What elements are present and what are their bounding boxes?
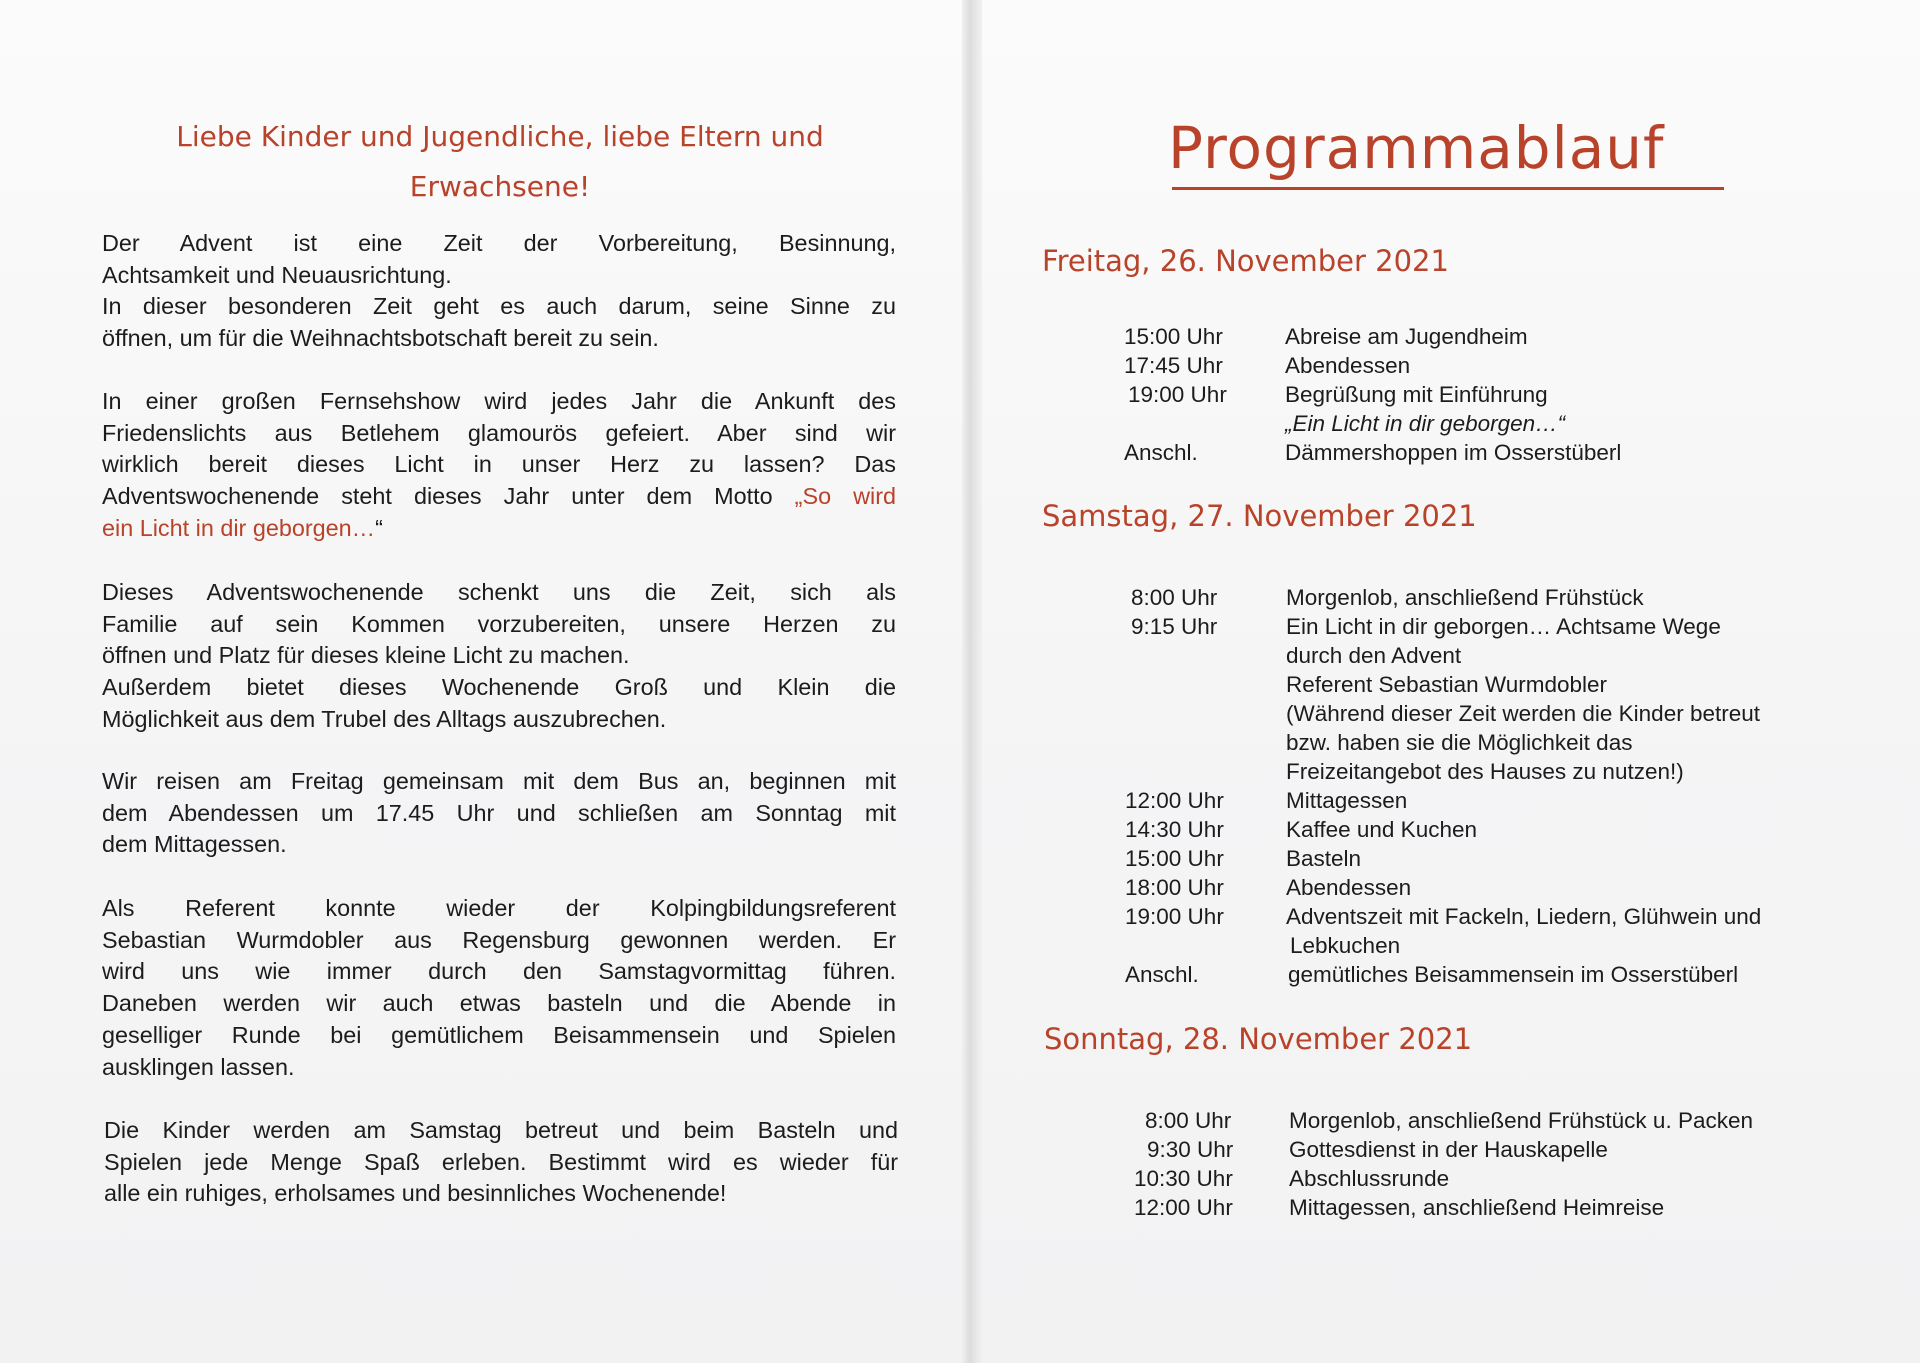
schedule-desc: Morgenlob, anschließend Frühstück	[1286, 585, 1644, 610]
schedule-time: 15:00 Uhr	[1124, 324, 1223, 349]
schedule-time: 15:00 Uhr	[1125, 846, 1224, 871]
paragraph-line: Daneben werden wir auch etwas basteln und die Abende in	[102, 990, 896, 1017]
paragraph-line: geselliger Runde bei gemütlichem Beisammensein und Spielen	[102, 1021, 896, 1048]
paragraph-kinder	[104, 1115, 898, 1210]
paragraph-line: In einer großen Fernsehshow wird jedes Jahr die Ankunft des	[102, 388, 896, 414]
paragraph-advent	[102, 228, 896, 355]
schedule-desc: Abendessen	[1286, 875, 1412, 900]
schedule-time: 8:00 Uhr	[1145, 1108, 1232, 1133]
paragraph-line: Dieses Adventswochenende schenkt uns die Zeit, sich als	[102, 579, 896, 605]
paragraph-line	[102, 513, 896, 545]
schedule-time: 12:00 Uhr	[1134, 1195, 1233, 1220]
schedule-desc: gemütliches Beisammensein im Osserstüberl	[1288, 962, 1739, 987]
schedule-desc: Abendessen	[1285, 353, 1411, 378]
schedule-time: 19:00 Uhr	[1128, 382, 1227, 407]
schedule-time: 9:15 Uhr	[1131, 614, 1218, 639]
motto-intro: Adventswochenende steht dieses Jahr unter dem Motto	[102, 483, 773, 510]
paragraph-line: Der Advent ist eine Zeit der Vorbereitung, Besinnung,	[102, 230, 896, 256]
schedule-desc: bzw. haben sie die Möglichkeit das	[1286, 730, 1633, 755]
schedule-desc: Morgenlob, anschließend Frühstück u. Packen	[1289, 1108, 1753, 1133]
schedule-time: 17:45 Uhr	[1124, 353, 1223, 378]
schedule-desc: Dämmershoppen im Osserstüberl	[1285, 440, 1622, 465]
schedule-desc: Abreise am Jugendheim	[1285, 324, 1528, 349]
schedule-time: 8:00 Uhr	[1131, 585, 1218, 610]
motto-highlight-end: ein Licht in dir geborgen…	[102, 514, 376, 541]
paragraph-line: öffnen, um für die Weihnachtsbotschaft bereit zu sein.	[102, 325, 659, 352]
motto-highlight-start: „So wird	[794, 483, 897, 510]
schedule-desc: Abschlussrunde	[1289, 1166, 1450, 1191]
paragraph-line: Sebastian Wurmdobler aus Regensburg gewonnen werden. Er	[102, 926, 896, 953]
paragraph-wochenende	[102, 577, 896, 736]
schedule-time: 19:00 Uhr	[1125, 904, 1224, 929]
schedule-time: 18:00 Uhr	[1125, 875, 1224, 900]
schedule-desc: Mittagessen	[1286, 788, 1408, 813]
paragraph-line: ausklingen lassen.	[102, 1053, 295, 1080]
paragraph-line: wirklich bereit dieses Licht in unser Herz zu lassen? Das	[102, 451, 896, 478]
schedule-desc: Lebkuchen	[1290, 933, 1401, 958]
paragraph-line: In dieser besonderen Zeit geht es auch darum, seine Sinne zu	[102, 293, 896, 320]
paragraph-anreise	[102, 766, 896, 861]
paragraph-line: Die Kinder werden am Samstag betreut und beim Basteln und	[104, 1117, 898, 1143]
paragraph-line: Als Referent konnte wieder der Kolpingbildungsreferent	[102, 895, 896, 921]
motto-closing-quote: “	[375, 514, 383, 541]
day-title-samstag: Samstag, 27. November 2021	[1042, 499, 1477, 533]
schedule-desc: Referent Sebastian Wurmdobler	[1286, 672, 1607, 697]
paragraph-line	[102, 481, 896, 513]
paragraph-line: Achtsamkeit und Neuausrichtung.	[102, 261, 452, 288]
schedule-time: 12:00 Uhr	[1125, 788, 1224, 813]
schedule-desc: Basteln	[1286, 846, 1362, 871]
schedule-time: Anschl.	[1125, 962, 1199, 987]
schedule-time: 9:30 Uhr	[1147, 1137, 1234, 1162]
schedule-desc: Mittagessen, anschließend Heimreise	[1289, 1195, 1665, 1220]
greeting-heading	[100, 112, 900, 212]
paragraph-line: dem Mittagessen.	[102, 831, 287, 858]
paragraph-line: Möglichkeit aus dem Trubel des Alltags auszubrechen.	[102, 705, 667, 732]
paragraph-line: Spielen jede Menge Spaß erleben. Bestimmt wird es wieder für	[104, 1148, 898, 1175]
schedule-desc: Begrüßung mit Einführung	[1285, 382, 1548, 407]
schedule-desc: Kaffee und Kuchen	[1286, 817, 1477, 842]
paragraph-line: wird uns wie immer durch den Samstagvormittag führen.	[102, 958, 896, 985]
greeting-line-1: Liebe Kinder und Jugendliche, liebe Eltern und	[176, 120, 824, 153]
greeting-line-2: Erwachsene!	[409, 170, 591, 203]
schedule-time: 14:30 Uhr	[1125, 817, 1224, 842]
paragraph-line: dem Abendessen um 17.45 Uhr und schließen am Sonntag mit	[102, 799, 896, 826]
program-title: Programmablauf	[1168, 114, 1665, 182]
title-underline	[1172, 187, 1724, 190]
paragraph-line: Außerdem bietet dieses Wochenende Groß und Klein die	[102, 674, 896, 701]
schedule-desc: Freizeitangebot des Hauses zu nutzen!)	[1286, 759, 1684, 784]
day-title-sonntag: Sonntag, 28. November 2021	[1044, 1022, 1473, 1056]
schedule-time: Anschl.	[1124, 440, 1198, 465]
page-fold	[962, 0, 982, 1363]
paragraph-line: alle ein ruhiges, erholsames und besinnliches Wochenende!	[104, 1180, 727, 1207]
paragraph-line: Wir reisen am Freitag gemeinsam mit dem Bus an, beginnen mit	[102, 768, 896, 794]
paragraph-line: Friedenslichts aus Betlehem glamourös gefeiert. Aber sind wir	[102, 419, 896, 446]
schedule-desc-motto: „Ein Licht in dir geborgen…“	[1285, 411, 1566, 436]
schedule-desc: durch den Advent	[1286, 643, 1462, 668]
schedule-desc: (Während dieser Zeit werden die Kinder betreut	[1286, 701, 1760, 726]
schedule-desc: Ein Licht in dir geborgen… Achtsame Wege	[1286, 614, 1721, 639]
paragraph-line: Familie auf sein Kommen vorzubereiten, unsere Herzen zu	[102, 610, 896, 637]
day-title-freitag: Freitag, 26. November 2021	[1042, 244, 1449, 278]
paragraph-line: öffnen und Platz für dieses kleine Licht zu machen.	[102, 642, 630, 669]
paragraph-referent	[102, 893, 896, 1083]
schedule-desc: Gottesdienst in der Hauskapelle	[1289, 1137, 1608, 1162]
paragraph-fernsehshow	[102, 386, 896, 545]
schedule-time: 10:30 Uhr	[1134, 1166, 1233, 1191]
schedule-desc: Adventszeit mit Fackeln, Liedern, Glühwein und	[1286, 904, 1762, 929]
